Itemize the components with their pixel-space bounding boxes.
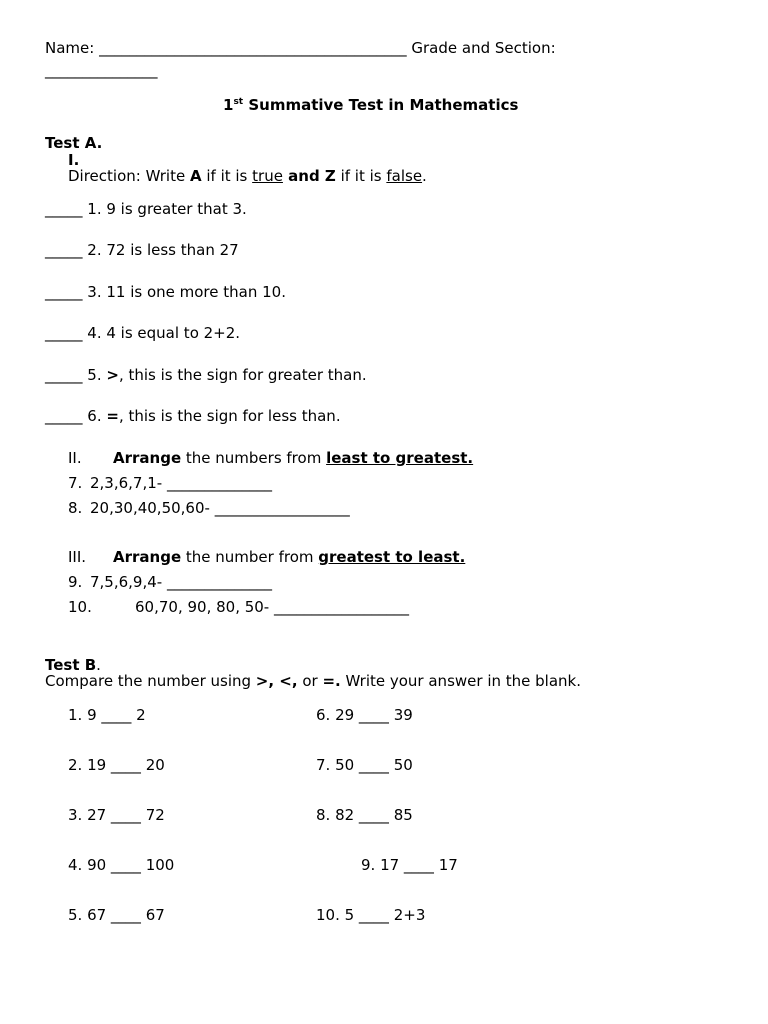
tf-item-5 bbox=[45, 366, 367, 384]
arrange-item-10-text[interactable]: 60,70, 90, 80, 50- __________________ bbox=[135, 598, 409, 616]
item-text: 1. 9 is greater that 3. bbox=[87, 200, 247, 218]
compare-item[interactable]: 1. 9 ____ 2 bbox=[68, 706, 146, 724]
item-text: 3. 11 is one more than 10. bbox=[87, 283, 286, 301]
arrange-item-7-text[interactable]: 2,3,6,7,1- ______________ bbox=[90, 474, 272, 492]
instr-suffix: Write your answer in the blank. bbox=[340, 672, 581, 690]
direction-if-1: if it is bbox=[201, 167, 253, 185]
title-sup: st bbox=[233, 97, 244, 107]
tf-item-1 bbox=[45, 200, 247, 218]
instr-prefix: Compare the number using bbox=[45, 672, 256, 690]
item-post: , this is the sign for greater than. bbox=[118, 366, 367, 384]
part3-direction bbox=[113, 548, 465, 566]
instr-or: or bbox=[297, 672, 323, 690]
item-pre: 5. bbox=[87, 366, 107, 384]
answer-blank[interactable]: _____ bbox=[45, 241, 83, 259]
item-pre: 6. bbox=[87, 407, 107, 425]
part2-order: least to greatest. bbox=[326, 449, 474, 467]
tf-item-3 bbox=[45, 283, 286, 301]
compare-item[interactable]: 3. 27 ____ 72 bbox=[68, 806, 165, 824]
item-post: , this is the sign for less than. bbox=[118, 407, 341, 425]
direction-letter-a: A bbox=[189, 167, 202, 185]
answer-blank[interactable]: _____ bbox=[45, 366, 83, 384]
compare-item[interactable]: 4. 90 ____ 100 bbox=[68, 856, 175, 874]
compare-item[interactable]: 2. 19 ____ 20 bbox=[68, 756, 165, 774]
part3-numeral: III. bbox=[68, 548, 87, 566]
item-text: 4. 4 is equal to 2+2. bbox=[87, 324, 241, 342]
part2-mid: the numbers from bbox=[181, 449, 327, 467]
direction-false: false bbox=[386, 167, 423, 185]
compare-item[interactable]: 10. 5 ____ 2+3 bbox=[316, 906, 426, 924]
page-title bbox=[223, 96, 518, 114]
arrange-item-9-text[interactable]: 7,5,6,9,4- ______________ bbox=[90, 573, 272, 591]
tf-item-4 bbox=[45, 324, 240, 342]
tf-item-6 bbox=[45, 407, 341, 425]
answer-blank[interactable]: _____ bbox=[45, 324, 83, 342]
tf-item-2 bbox=[45, 241, 239, 259]
part2-direction bbox=[113, 449, 473, 467]
name-line bbox=[45, 39, 556, 57]
item-sign: > bbox=[106, 366, 119, 384]
answer-blank[interactable]: _____ bbox=[45, 407, 83, 425]
part2-numeral: II. bbox=[68, 449, 82, 467]
grade-section-label: Grade and Section: bbox=[411, 39, 556, 57]
compare-item[interactable]: 6. 29 ____ 39 bbox=[316, 706, 413, 724]
arrange-item-7-num: 7. bbox=[68, 474, 83, 492]
direction-prefix: Direction: Write bbox=[68, 167, 190, 185]
test-b-label: Test B bbox=[45, 656, 97, 674]
part2-arrange: Arrange bbox=[113, 449, 182, 467]
arrange-item-9-num: 9. bbox=[68, 573, 83, 591]
answer-blank[interactable]: _____ bbox=[45, 200, 83, 218]
name-label: Name: bbox=[45, 39, 95, 57]
part1-numeral: I. bbox=[68, 151, 80, 169]
instr-signs: >, <, bbox=[255, 672, 298, 690]
name-blank[interactable]: _________________________________________ bbox=[99, 39, 407, 57]
item-text: 2. 72 is less than 27 bbox=[87, 241, 239, 259]
direction-true: true bbox=[252, 167, 283, 185]
test-b-period: . bbox=[96, 656, 101, 674]
arrange-item-8-num: 8. bbox=[68, 499, 83, 517]
compare-item[interactable]: 9. 17 ____ 17 bbox=[361, 856, 458, 874]
part3-mid: the number from bbox=[181, 548, 319, 566]
direction-and-z: and Z bbox=[282, 167, 336, 185]
title-prefix: 1 bbox=[223, 96, 234, 114]
compare-item[interactable]: 8. 82 ____ 85 bbox=[316, 806, 413, 824]
test-b-instructions bbox=[45, 672, 581, 690]
test-a-heading: Test A. bbox=[45, 134, 103, 152]
instr-eq: =. bbox=[322, 672, 341, 690]
part3-arrange: Arrange bbox=[113, 548, 182, 566]
part1-direction bbox=[68, 167, 427, 185]
compare-item[interactable]: 5. 67 ____ 67 bbox=[68, 906, 165, 924]
direction-if-2: if it is bbox=[335, 167, 387, 185]
compare-item[interactable]: 7. 50 ____ 50 bbox=[316, 756, 413, 774]
arrange-item-10-num: 10. bbox=[68, 598, 92, 616]
part3-order: greatest to least. bbox=[318, 548, 466, 566]
arrange-item-8-text[interactable]: 20,30,40,50,60- __________________ bbox=[90, 499, 350, 517]
item-sign: = bbox=[106, 407, 119, 425]
direction-period: . bbox=[422, 167, 427, 185]
grade-section-blank[interactable]: _______________ bbox=[45, 61, 158, 79]
answer-blank[interactable]: _____ bbox=[45, 283, 83, 301]
title-rest: Summative Test in Mathematics bbox=[243, 96, 519, 114]
